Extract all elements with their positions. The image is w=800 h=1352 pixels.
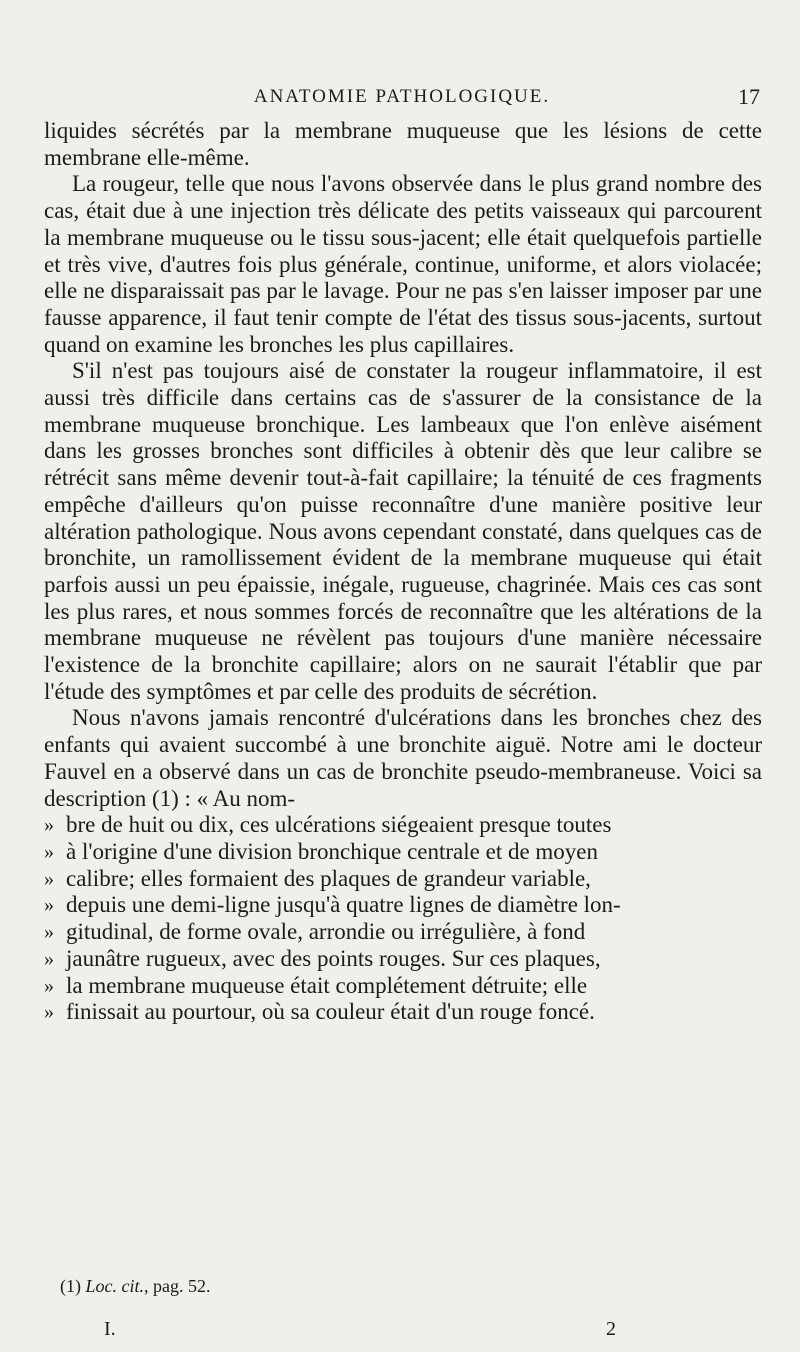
quote-line: » finissait au pourtour, où sa couleur était d'un rouge foncé. xyxy=(66,999,762,1026)
quote-line: » à l'origine d'une division bronchique centrale et de moyen xyxy=(66,839,762,866)
body-text xyxy=(44,118,762,1026)
running-title: ANATOMIE PATHOLOGIQUE. xyxy=(253,86,551,107)
paragraph-consistance: S'il n'est pas toujours aisé de constater la rougeur inflammatoire, il est aussi très difficile dans certains cas de s'assurer de la consistance de la membrane muqueuse bronchique. Les lambeaux que l'on enlève aisément dans les grosses bronches sont difficiles à obtenir dès que leur calibre se rétrécit sans même devenir tout-à-fait capillaire; la ténuité de ces fragments empêche d'ailleurs qu'on puisse reconnaître d'une manière positive leur altération pathologique. Nous avons cependant constaté, dans quelques cas de bronchite, un ramollissement évident de la membrane muqueuse qui était parfois aussi un peu épaissie, inégale, rugueuse, chagrinée. Mais ces cas sont les plus rares, et nous sommes forcés de reconnaître que les altérations de la membrane muqueuse ne révèlent pas toujours d'une manière nécessaire l'existence de la bronchite capillaire; alors on ne saurait l'établir que par l'étude des symptômes et par celle des produits de sécrétion. xyxy=(44,358,762,704)
paragraph-ulcerations: Nous n'avons jamais rencontré d'ulcérations dans les bronches chez des enfants qui avaient succombé à une bronchite aiguë. Notre ami le docteur Fauvel en a observé dans un cas de bronchite pseudo-membraneuse. Voici sa description (1) : « Au nom- xyxy=(44,705,762,811)
quote-line: » calibre; elles formaient des plaques de grandeur variable, xyxy=(66,866,762,893)
quote-line: » la membrane muqueuse était complétement détruite; elle xyxy=(66,973,762,1000)
quote-line: » depuis une demi-ligne jusqu'à quatre lignes de diamètre lon- xyxy=(66,892,762,919)
footnote xyxy=(60,1276,211,1297)
page-header xyxy=(44,84,760,114)
paragraph-continuation: liquides sécrétés par la membrane muqueuse que les lésions de cette membrane elle-même. xyxy=(44,118,762,170)
footnote-marker: (1) xyxy=(60,1276,81,1296)
quote-line: » jaunâtre rugueux, avec des points rouges. Sur ces plaques, xyxy=(66,946,762,973)
page-number: 17 xyxy=(738,84,760,109)
fauvel-quote xyxy=(44,812,762,1026)
footnote-page-ref: , pag. 52. xyxy=(144,1276,211,1296)
volume-signature: I. xyxy=(104,1318,116,1340)
quote-line: » gitudinal, de forme ovale, arrondie ou irrégulière, à fond xyxy=(66,919,762,946)
paragraph-rougeur: La rougeur, telle que nous l'avons observée dans le plus grand nombre des cas, était due à une injection très délicate des petits vaisseaux qui parcourent la membrane muqueuse ou le tissu sous-jacent; elle était quelquefois partielle et très vive, d'autres fois plus générale, continue, uniforme, et alors violacée; elle ne disparaissait pas par le lavage. Pour ne pas s'en laisser imposer par une fausse apparence, il faut tenir compte de l'état des tissus sous-jacents, surtout quand on examine les bronches les plus capillaires. xyxy=(44,171,762,357)
footnote-source: Loc. cit. xyxy=(85,1276,144,1296)
sheet-signature: 2 xyxy=(606,1318,616,1340)
quote-line: » bre de huit ou dix, ces ulcérations siégeaient presque toutes xyxy=(66,812,762,839)
